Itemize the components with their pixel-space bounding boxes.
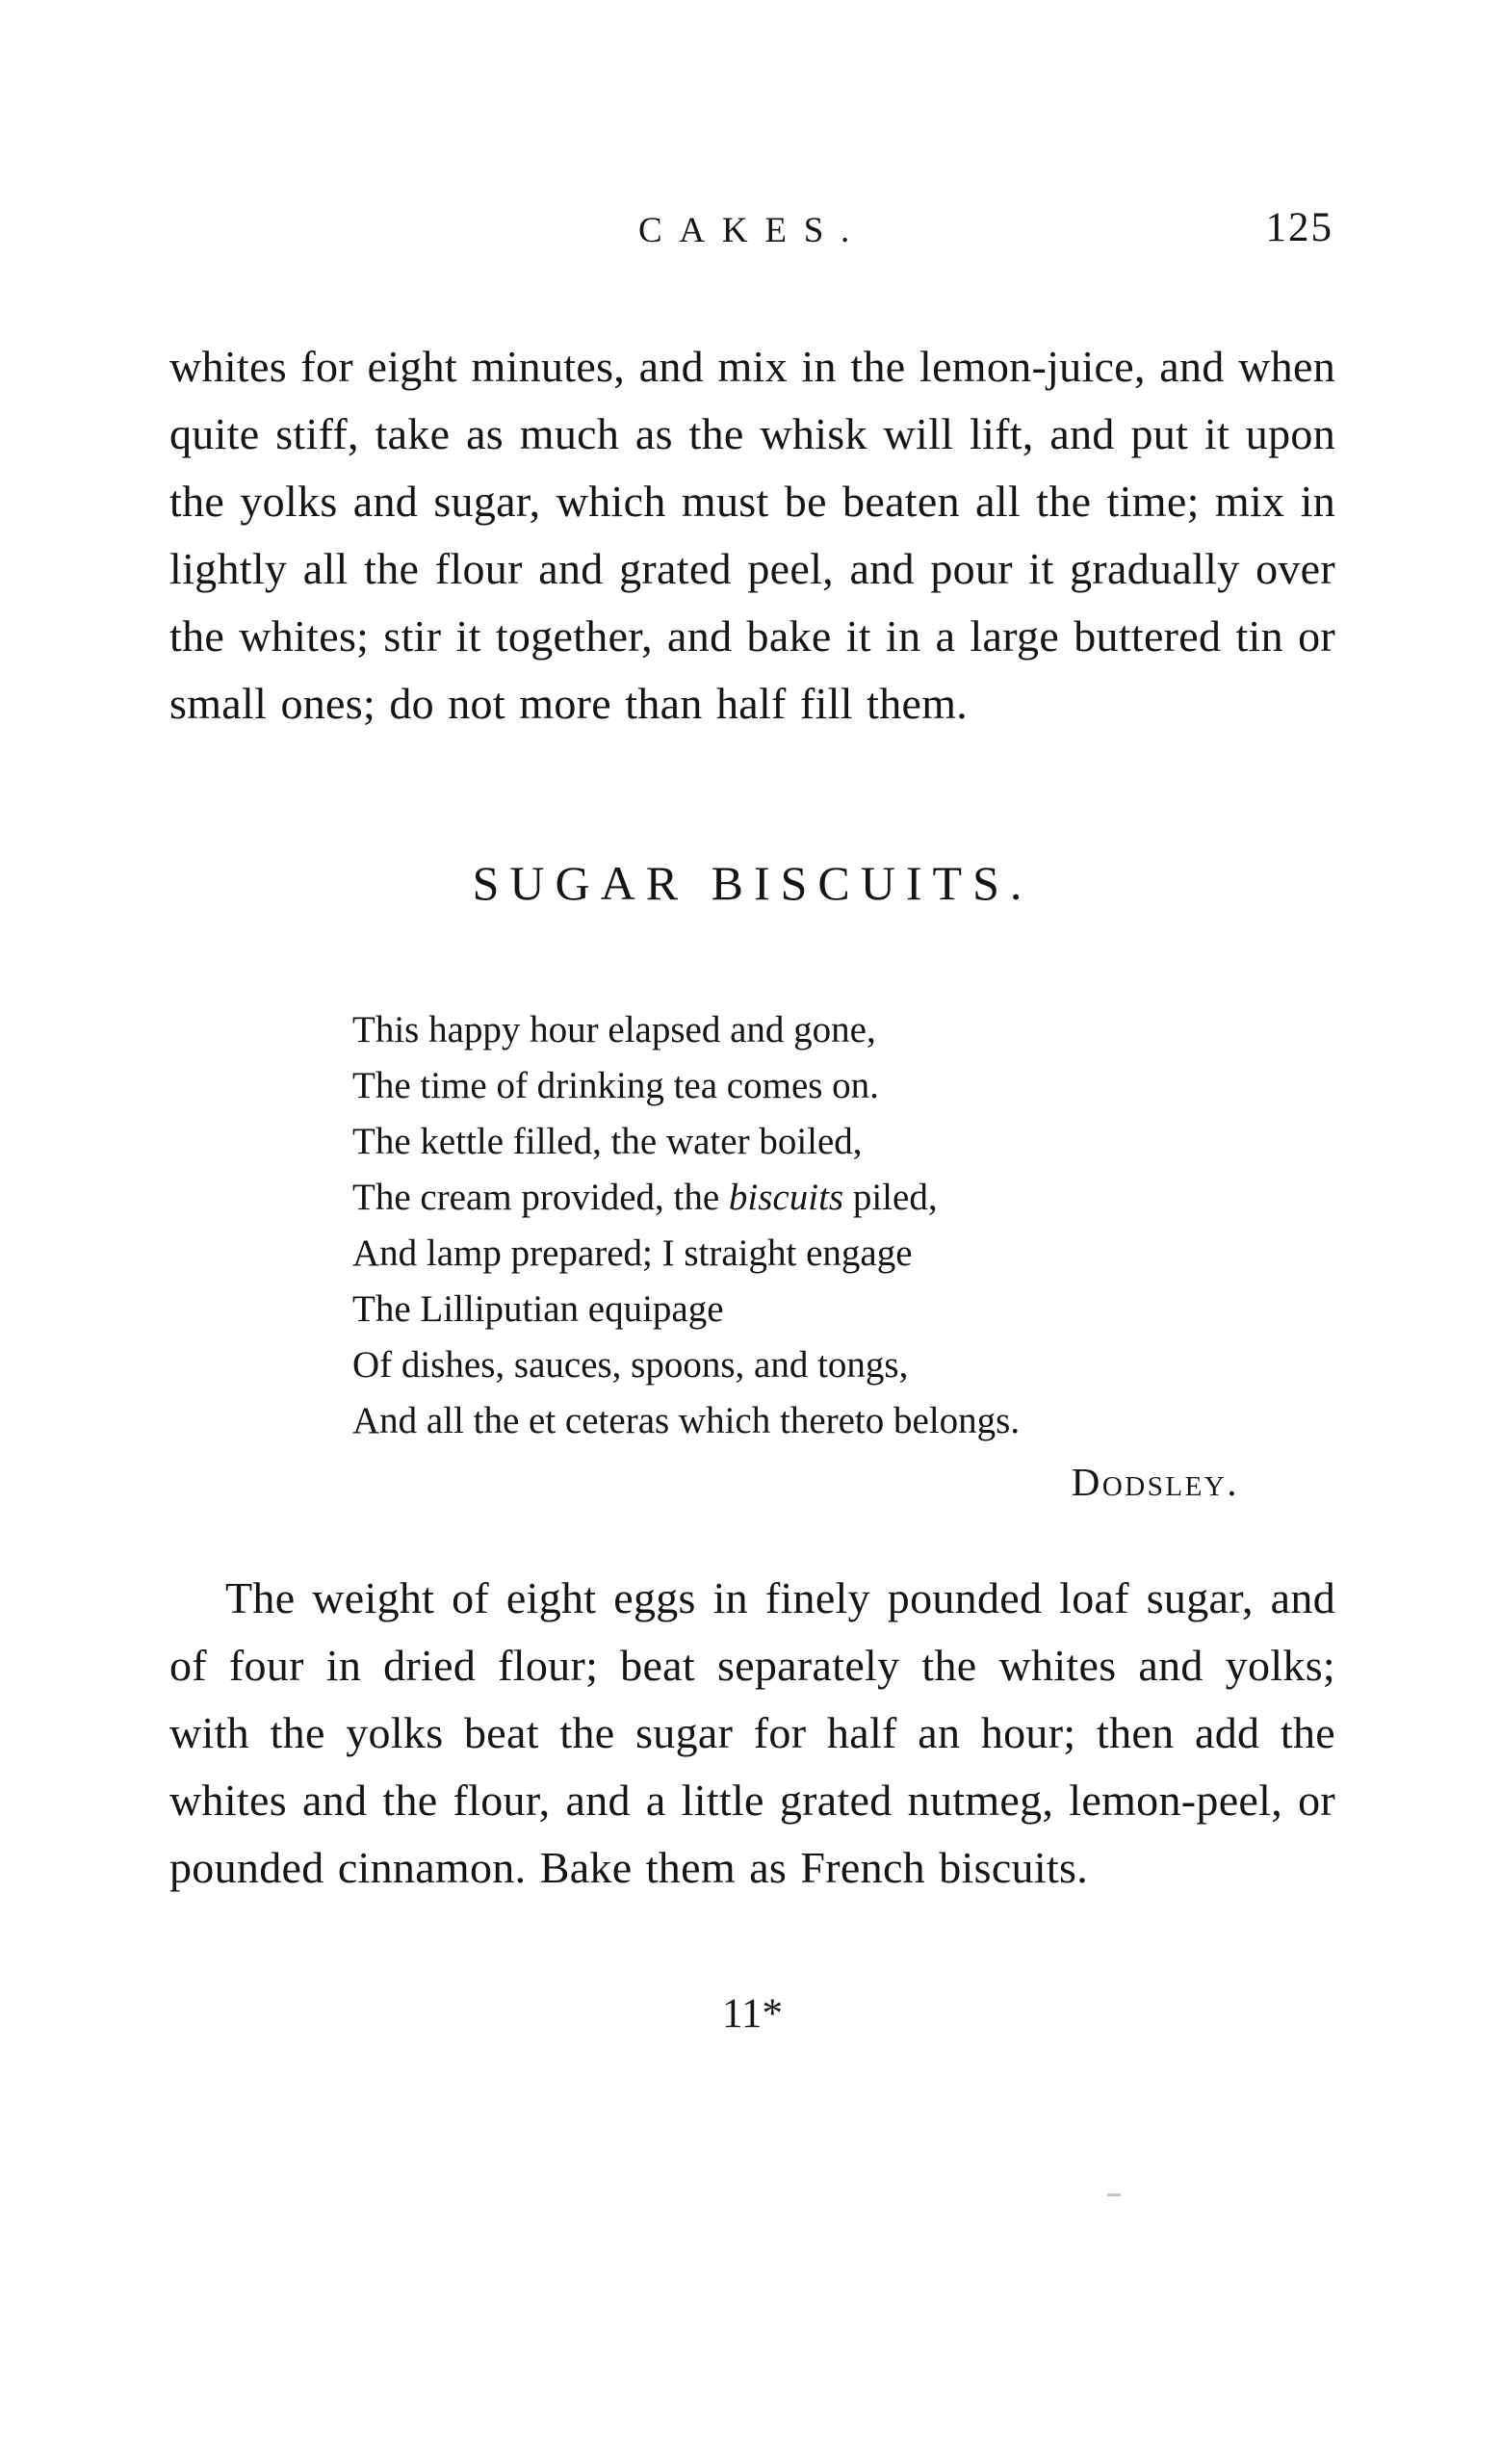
page-header xyxy=(169,205,1335,264)
paragraph-recipe: The weight of eight eggs in finely pounded loaf sugar, and of four in dried flour; beat separately the whites and yolks; with the yolks beat the sugar for half an hour; then add the whites and the flour, and a little grated nutmeg, lemon-peel, or pounded cinnamon. Bake them as French biscuits. xyxy=(169,1573,1335,1892)
poem-line: Of dishes, sauces, spoons, and tongs, xyxy=(352,1344,909,1386)
section-heading: SUGAR BISCUITS. xyxy=(472,856,1033,910)
page-number: 125 xyxy=(1265,205,1333,250)
poem-line: The time of drinking tea comes on. xyxy=(352,1065,879,1106)
poem-line-text: The cream provided, the xyxy=(352,1177,729,1218)
poem-line-text: piled, xyxy=(843,1177,938,1218)
poem-line: This happy hour elapsed and gone, xyxy=(352,1009,876,1050)
poem-line-italic-word: biscuits xyxy=(728,1177,844,1218)
poem-line: The kettle filled, the water boiled, xyxy=(352,1121,863,1162)
paragraph-continuation: whites for eight minutes, and mix in the lemon-juice, and when quite stiff, take as much as the whisk will lift, and put it upon the yolks and sugar, which must be beaten all the time; mix in lightly all the flour and grated peel, and pour it gradually over the whites; stir it together, and bake it in a large buttered tin or small ones; do not more than half fill them. xyxy=(169,342,1335,728)
poem-line: And lamp prepared; I straight engage xyxy=(352,1232,913,1274)
signature-mark: 11* xyxy=(722,1991,783,2036)
poem-line: The Lilliputian equipage xyxy=(352,1288,724,1330)
scan-artifact xyxy=(1107,2193,1121,2196)
poem-line: And all the et ceteras which thereto belongs. xyxy=(352,1400,1021,1441)
poem-line-with-italic xyxy=(352,1170,1335,1226)
running-title: CAKES. xyxy=(637,211,867,250)
poem-attribution: Dodsley. xyxy=(1071,1460,1239,1504)
poem xyxy=(352,1002,1335,1449)
